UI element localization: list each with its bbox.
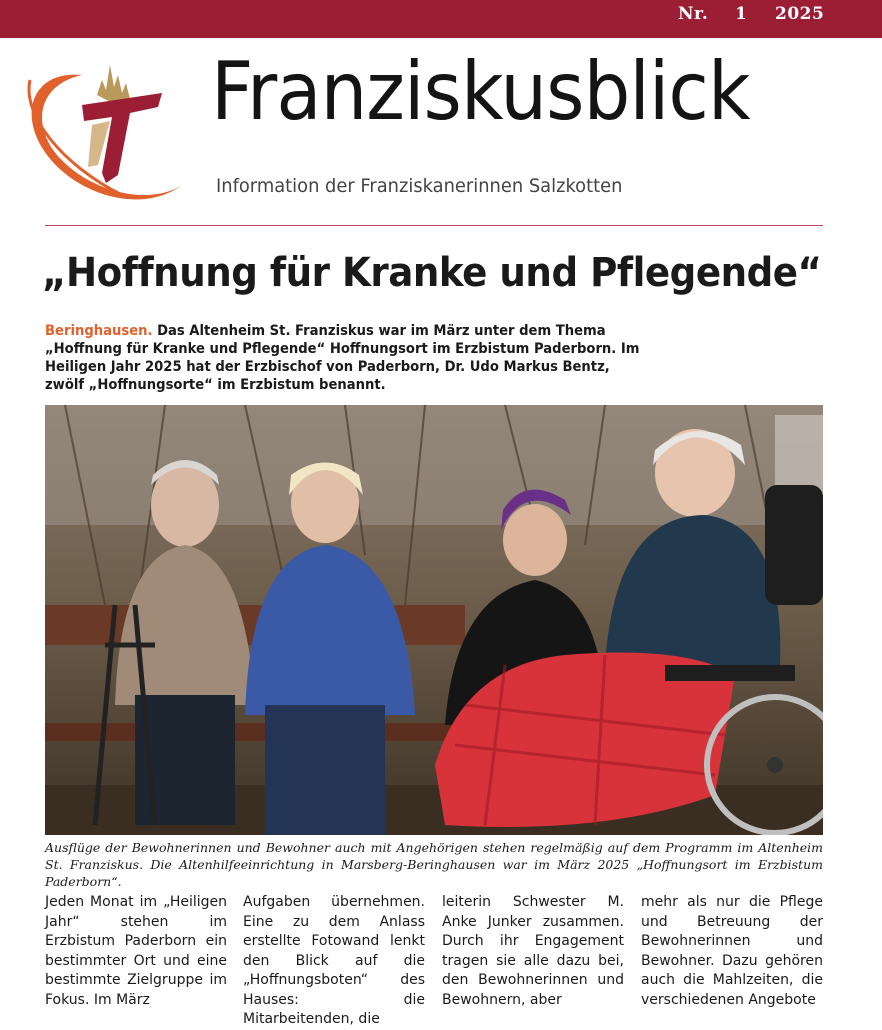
- photo-caption: Ausflüge der Bewohnerinnen und Bewohner auch mit Angehörigen stehen regelmäßig auf dem Programm im Altenheim St. Franziskus. Die Altenhilfeeinrichtung in Marsberg-Beringhausen war im März 2025 „Hoffnungsort im Erzbistum Paderborn“.: [45, 840, 823, 889]
- issue-number: 1: [735, 4, 748, 24]
- article-headline: „Hoffnung für Kranke und Pflegende“: [42, 250, 822, 296]
- article-column-1: Jeden Monat im „Heiligen Jahr“ stehen im Erzbistum Paderborn ein bestimmter Ort und eine bestimmte Zielgruppe im Fokus. Im März: [45, 894, 227, 1008]
- lead-place: Beringhausen.: [45, 323, 153, 339]
- article-column-4: mehr als nur die Pflege und Betreuung der Bewohnerinnen und Bewohner. Dazu gehören auch die Mahlzeiten, die verschiedenen Angebote: [641, 894, 823, 1008]
- article-column-3: leiterin Schwester M. Anke Junker zusammen. Durch ihr Engagement tragen sie alle dazu bei, den Bewohnerinnen und Bewohnern, aber: [442, 894, 624, 1008]
- article-column-2: Aufgaben übernehmen. Eine zu dem Anlass erstellte Fotowand lenkt den Blick auf die „Hoffnungsboten“ des Hauses: die Mitarbeitenden, die: [243, 894, 425, 1027]
- masthead-subtitle: Information der Franziskanerinnen Salzkotten: [216, 175, 623, 197]
- header-divider: [45, 225, 823, 226]
- issue-year: 2025: [775, 4, 825, 24]
- article-lead: [45, 322, 647, 394]
- masthead-title: Franziskusblick: [211, 45, 750, 138]
- top-bar: [0, 0, 882, 38]
- issue-label: Nr.: [678, 4, 709, 24]
- franziskanerinnen-logo-icon: [22, 55, 192, 215]
- article-photo: [45, 405, 823, 835]
- lead-text: Das Altenheim St. Franziskus war im März unter dem Thema „Hoffnung für Kranke und Pflegende“ Hoffnungsort im Erzbistum Paderborn. Im Heiligen Jahr 2025 hat der Erzbischof von Paderborn, Dr. Udo Markus Bentz, zwölf „Hoffnungsorte“ im Erzbistum benannt.: [45, 323, 640, 393]
